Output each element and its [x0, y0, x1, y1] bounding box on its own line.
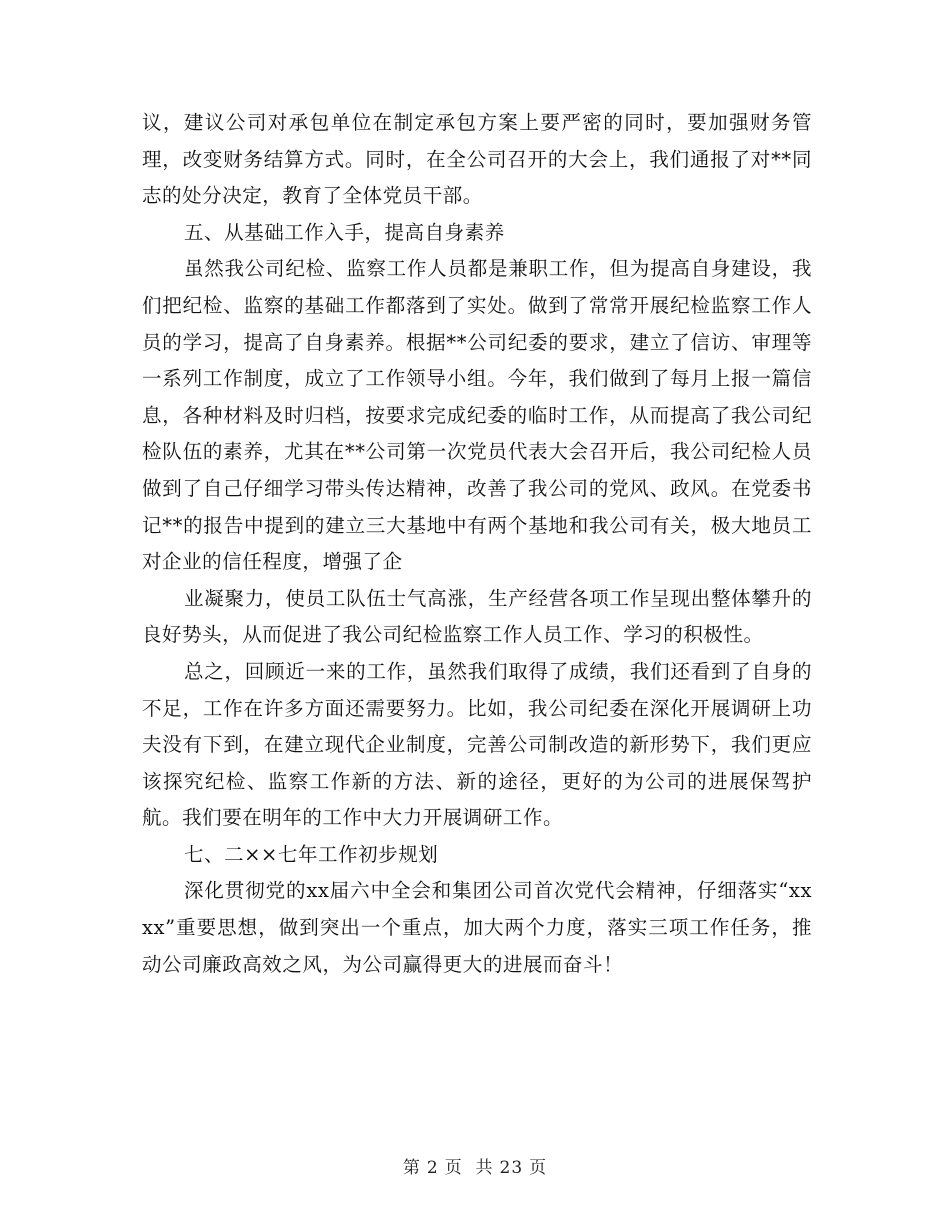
footer-middle: 页 共: [444, 1158, 494, 1178]
paragraph-summary: 总之，回顾近一来的工作，虽然我们取得了成绩，我们还看到了自身的不足，工作在许多方面还需要努力。比如，我公司纪委在深化开展调研上功夫没有下到，在建立现代企业制度，完善公司制改造的新形势下，我们更应该探究纪检、监察工作新的方法、新的途径，更好的为公司的进展保驾护航。我们要在明年的工作中大力开展调研工作。: [142, 659, 812, 830]
footer-current-page: 2: [426, 1158, 439, 1178]
paragraph-continuation: 议，建议公司对承包单位在制定承包方案上要严密的同时，要加强财务管理，改变财务结算方式。同时，在全公司召开的大会上，我们通报了对**同志的处分决定，教育了全体党员干部。: [142, 111, 812, 208]
section-heading-7: 七、二××七年工作初步规划: [184, 842, 439, 866]
footer-total-pages: 23: [499, 1158, 524, 1178]
footer-prefix: 第: [402, 1158, 421, 1178]
document-body: [142, 105, 812, 983]
page-footer: [0, 1153, 950, 1178]
section-heading-5: 五、从基础工作入手，提高自身素养: [184, 220, 505, 244]
footer-suffix: 页: [529, 1158, 548, 1178]
paragraph-cohesion: 业凝聚力，使员工队伍士气高涨，生产经营各项工作呈现出整体攀升的良好势头，从而促进了我公司纪检监察工作人员工作、学习的积极性。: [142, 586, 812, 647]
paragraph-plan: 深化贯彻党的xx届六中全会和集团公司首次党代会精神，仔细落实“xxxx”重要思想，做到突出一个重点，加大两个力度，落实三项工作任务，推动公司廉政高效之风，为公司赢得更大的进展而奋斗！: [142, 879, 812, 976]
paragraph-self-improvement: 虽然我公司纪检、监察工作人员都是兼职工作，但为提高自身建设，我们把纪检、监察的基础工作都落到了实处。做到了常常开展纪检监察工作人员的学习，提高了自身素养。根据**公司纪委的要求，建立了信访、审理等一系列工作制度，成立了工作领导小组。今年，我们做到了每月上报一篇信息，各种材料及时归档，按要求完成纪委的临时工作，从而提高了我公司纪检队伍的素养，尤其在**公司第一次党员代表大会召开后，我公司纪检人员做到了自己仔细学习带头传达精神，改善了我公司的党风、政风。在党委书记**的报告中提到的建立三大基地中有两个基地和我公司有关，极大地员工对企业的信任程度，增强了企: [142, 257, 812, 574]
